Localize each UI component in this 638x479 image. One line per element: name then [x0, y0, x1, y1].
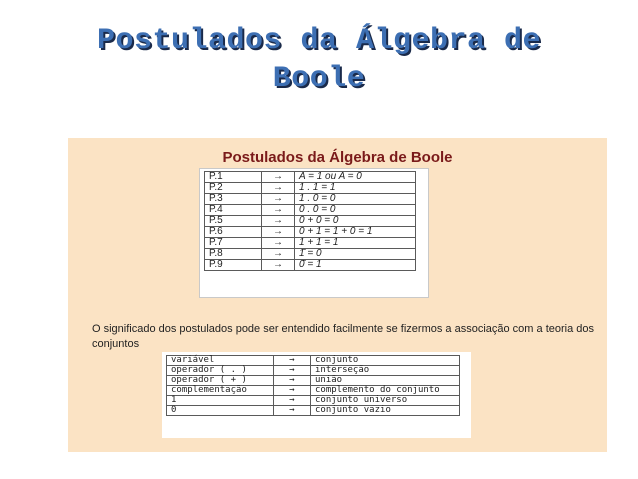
arrow-icon: → [262, 216, 295, 227]
association-term: operador ( . ) [167, 366, 274, 376]
postulate-id: P.3 [205, 194, 262, 205]
arrow-icon: → [274, 386, 311, 396]
association-meaning: complemento do conjunto [311, 386, 460, 396]
association-note: O significado dos postulados pode ser entendido facilmente se fizermos a associação com a teoria dos conjuntos [92, 323, 595, 350]
slide-title-line-2: Boole [272, 62, 366, 96]
panel-heading: Postulados da Álgebra de Boole [222, 149, 453, 166]
arrow-icon: → [274, 376, 311, 386]
postulate-expression: 1 . 1 = 1 [295, 183, 416, 194]
arrow-icon: → [262, 227, 295, 238]
association-row [167, 386, 460, 396]
postulate-id: P.4 [205, 205, 262, 216]
arrow-icon: → [274, 406, 311, 416]
postulate-id: P.5 [205, 216, 262, 227]
association-meaning: conjunto vazio [311, 406, 460, 416]
arrow-icon: → [262, 249, 295, 260]
arrow-icon: → [274, 396, 311, 406]
associations-table [166, 355, 460, 416]
arrow-icon: → [262, 172, 295, 183]
postulate-row [205, 216, 416, 227]
postulate-row [205, 205, 416, 216]
postulates-table [204, 171, 416, 271]
slide-title-line-1: Postulados da Álgebra de [96, 24, 542, 58]
postulate-id: P.8 [205, 249, 262, 260]
arrow-icon: → [262, 183, 295, 194]
postulate-row [205, 172, 416, 183]
postulate-id: P.2 [205, 183, 262, 194]
postulate-expression: 0 + 1 = 1 + 0 = 1 [295, 227, 416, 238]
arrow-icon: → [262, 260, 295, 271]
association-row [167, 356, 460, 366]
arrow-icon: → [262, 194, 295, 205]
association-term: 1 [167, 396, 274, 406]
postulate-expression: 0̄ = 1 [295, 260, 416, 271]
arrow-icon: → [274, 366, 311, 376]
postulate-expression: 1̄ = 0 [295, 249, 416, 260]
association-row [167, 406, 460, 416]
association-row [167, 396, 460, 406]
postulate-id: P.1 [205, 172, 262, 183]
postulate-expression: 1 . 0 = 0 [295, 194, 416, 205]
association-meaning: conjunto universo [311, 396, 460, 406]
arrow-icon: → [274, 356, 311, 366]
arrow-icon: → [262, 205, 295, 216]
association-row [167, 366, 460, 376]
association-term: variável [167, 356, 274, 366]
arrow-icon: → [262, 238, 295, 249]
association-term: 0 [167, 406, 274, 416]
postulate-row [205, 260, 416, 271]
postulate-expression: 1 + 1 = 1 [295, 238, 416, 249]
postulate-id: P.7 [205, 238, 262, 249]
association-meaning: conjunto [311, 356, 460, 366]
slide-title [0, 22, 638, 98]
association-meaning: união [311, 376, 460, 386]
association-meaning: interseção [311, 366, 460, 376]
postulate-row [205, 238, 416, 249]
association-term: operador ( + ) [167, 376, 274, 386]
postulate-row [205, 249, 416, 260]
postulate-id: P.6 [205, 227, 262, 238]
postulate-row [205, 183, 416, 194]
postulate-id: P.9 [205, 260, 262, 271]
association-term: complementação [167, 386, 274, 396]
association-row [167, 376, 460, 386]
postulate-expression: 0 + 0 = 0 [295, 216, 416, 227]
postulate-row [205, 227, 416, 238]
postulate-row [205, 194, 416, 205]
postulate-expression: A = 1 ou A = 0 [295, 172, 416, 183]
postulate-expression: 0 . 0 = 0 [295, 205, 416, 216]
